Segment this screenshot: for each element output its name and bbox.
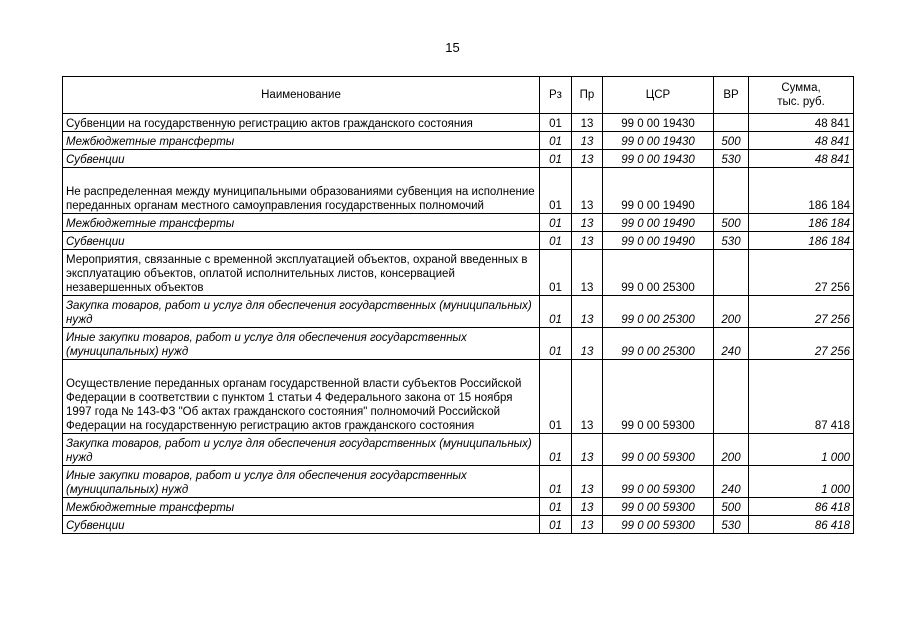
table-row bbox=[63, 516, 854, 534]
cell-vr: 530 bbox=[714, 150, 749, 168]
table-row bbox=[63, 498, 854, 516]
cell-vr: 500 bbox=[714, 132, 749, 150]
cell-vr bbox=[714, 168, 749, 214]
cell-pr: 13 bbox=[572, 114, 603, 132]
header-sum: Сумма, тыс. руб. bbox=[749, 77, 854, 114]
cell-name: Межбюджетные трансферты bbox=[63, 214, 540, 232]
cell-sum: 48 841 bbox=[749, 150, 854, 168]
cell-vr: 500 bbox=[714, 214, 749, 232]
cell-pr: 13 bbox=[572, 232, 603, 250]
cell-name: Закупка товаров, работ и услуг для обеспечения государственных (муниципальных) нужд bbox=[63, 434, 540, 466]
header-pr: Пр bbox=[572, 77, 603, 114]
cell-name: Закупка товаров, работ и услуг для обеспечения государственных (муниципальных) нужд bbox=[63, 296, 540, 328]
cell-pr: 13 bbox=[572, 328, 603, 360]
cell-sum: 27 256 bbox=[749, 250, 854, 296]
cell-rz: 01 bbox=[540, 296, 572, 328]
cell-sum: 27 256 bbox=[749, 296, 854, 328]
cell-vr: 500 bbox=[714, 498, 749, 516]
table-row bbox=[63, 114, 854, 132]
cell-rz: 01 bbox=[540, 516, 572, 534]
table-header-row bbox=[63, 77, 854, 114]
cell-csr: 99 0 00 25300 bbox=[603, 296, 714, 328]
budget-table bbox=[62, 76, 854, 534]
table-row bbox=[63, 168, 854, 214]
table-row bbox=[63, 296, 854, 328]
cell-name: Осуществление переданных органам государственной власти субъектов Российской Федерации в соответствии с пунктом 1 статьи 4 Федерального закона от 15 ноября 1997 года № 143-ФЗ "Об актах гражданского состояния" полномочий Российской Федерации на государственную регистрацию актов гражданского состояния bbox=[63, 360, 540, 434]
cell-csr: 99 0 00 19430 bbox=[603, 132, 714, 150]
header-csr: ЦСР bbox=[603, 77, 714, 114]
cell-pr: 13 bbox=[572, 516, 603, 534]
cell-sum: 186 184 bbox=[749, 214, 854, 232]
table-row bbox=[63, 132, 854, 150]
cell-csr: 99 0 00 25300 bbox=[603, 328, 714, 360]
cell-name: Иные закупки товаров, работ и услуг для обеспечения государственных (муниципальных) нужд bbox=[63, 466, 540, 498]
cell-pr: 13 bbox=[572, 434, 603, 466]
cell-rz: 01 bbox=[540, 498, 572, 516]
table-row bbox=[63, 150, 854, 168]
table-row bbox=[63, 360, 854, 434]
cell-pr: 13 bbox=[572, 150, 603, 168]
table-row bbox=[63, 434, 854, 466]
cell-vr bbox=[714, 360, 749, 434]
cell-name: Не распределенная между муниципальными образованиями субвенция на исполнение переданных органам местного самоуправления государственных полномочий bbox=[63, 168, 540, 214]
cell-csr: 99 0 00 25300 bbox=[603, 250, 714, 296]
cell-pr: 13 bbox=[572, 296, 603, 328]
cell-csr: 99 0 00 59300 bbox=[603, 360, 714, 434]
cell-csr: 99 0 00 59300 bbox=[603, 516, 714, 534]
cell-vr: 240 bbox=[714, 328, 749, 360]
cell-csr: 99 0 00 59300 bbox=[603, 466, 714, 498]
cell-csr: 99 0 00 19490 bbox=[603, 214, 714, 232]
table-row bbox=[63, 214, 854, 232]
cell-vr: 530 bbox=[714, 516, 749, 534]
cell-csr: 99 0 00 19490 bbox=[603, 168, 714, 214]
cell-csr: 99 0 00 19490 bbox=[603, 232, 714, 250]
cell-pr: 13 bbox=[572, 168, 603, 214]
cell-pr: 13 bbox=[572, 214, 603, 232]
cell-sum: 87 418 bbox=[749, 360, 854, 434]
header-name: Наименование bbox=[63, 77, 540, 114]
cell-pr: 13 bbox=[572, 360, 603, 434]
cell-sum: 186 184 bbox=[749, 232, 854, 250]
cell-vr: 530 bbox=[714, 232, 749, 250]
cell-sum: 48 841 bbox=[749, 132, 854, 150]
cell-rz: 01 bbox=[540, 150, 572, 168]
cell-vr bbox=[714, 114, 749, 132]
cell-sum: 1 000 bbox=[749, 466, 854, 498]
cell-name: Межбюджетные трансферты bbox=[63, 132, 540, 150]
cell-rz: 01 bbox=[540, 250, 572, 296]
cell-rz: 01 bbox=[540, 328, 572, 360]
cell-name: Иные закупки товаров, работ и услуг для обеспечения государственных (муниципальных) нужд bbox=[63, 328, 540, 360]
cell-csr: 99 0 00 59300 bbox=[603, 498, 714, 516]
cell-name: Субвенции bbox=[63, 516, 540, 534]
cell-pr: 13 bbox=[572, 132, 603, 150]
cell-csr: 99 0 00 59300 bbox=[603, 434, 714, 466]
cell-sum: 1 000 bbox=[749, 434, 854, 466]
cell-sum: 86 418 bbox=[749, 498, 854, 516]
cell-sum: 86 418 bbox=[749, 516, 854, 534]
cell-sum: 48 841 bbox=[749, 114, 854, 132]
cell-csr: 99 0 00 19430 bbox=[603, 114, 714, 132]
cell-vr bbox=[714, 250, 749, 296]
cell-rz: 01 bbox=[540, 114, 572, 132]
cell-name: Субвенции bbox=[63, 150, 540, 168]
cell-rz: 01 bbox=[540, 168, 572, 214]
cell-pr: 13 bbox=[572, 250, 603, 296]
cell-name: Межбюджетные трансферты bbox=[63, 498, 540, 516]
cell-rz: 01 bbox=[540, 232, 572, 250]
cell-name: Мероприятия, связанные с временной эксплуатацией объектов, охраной введенных в эксплуатацию объектов, оплатой исполнительных листов, консервацией незавершенных объектов bbox=[63, 250, 540, 296]
cell-sum: 27 256 bbox=[749, 328, 854, 360]
page-number: 15 bbox=[445, 40, 460, 55]
table-row bbox=[63, 250, 854, 296]
cell-vr: 240 bbox=[714, 466, 749, 498]
cell-pr: 13 bbox=[572, 466, 603, 498]
cell-sum: 186 184 bbox=[749, 168, 854, 214]
table-row bbox=[63, 232, 854, 250]
cell-vr: 200 bbox=[714, 296, 749, 328]
cell-pr: 13 bbox=[572, 498, 603, 516]
cell-vr: 200 bbox=[714, 434, 749, 466]
cell-name: Субвенции на государственную регистрацию актов гражданского состояния bbox=[63, 114, 540, 132]
cell-rz: 01 bbox=[540, 214, 572, 232]
cell-name: Субвенции bbox=[63, 232, 540, 250]
cell-rz: 01 bbox=[540, 132, 572, 150]
cell-rz: 01 bbox=[540, 434, 572, 466]
cell-csr: 99 0 00 19430 bbox=[603, 150, 714, 168]
header-vr: ВР bbox=[714, 77, 749, 114]
header-rz: Рз bbox=[540, 77, 572, 114]
table-row bbox=[63, 328, 854, 360]
cell-rz: 01 bbox=[540, 466, 572, 498]
cell-rz: 01 bbox=[540, 360, 572, 434]
table-row bbox=[63, 466, 854, 498]
